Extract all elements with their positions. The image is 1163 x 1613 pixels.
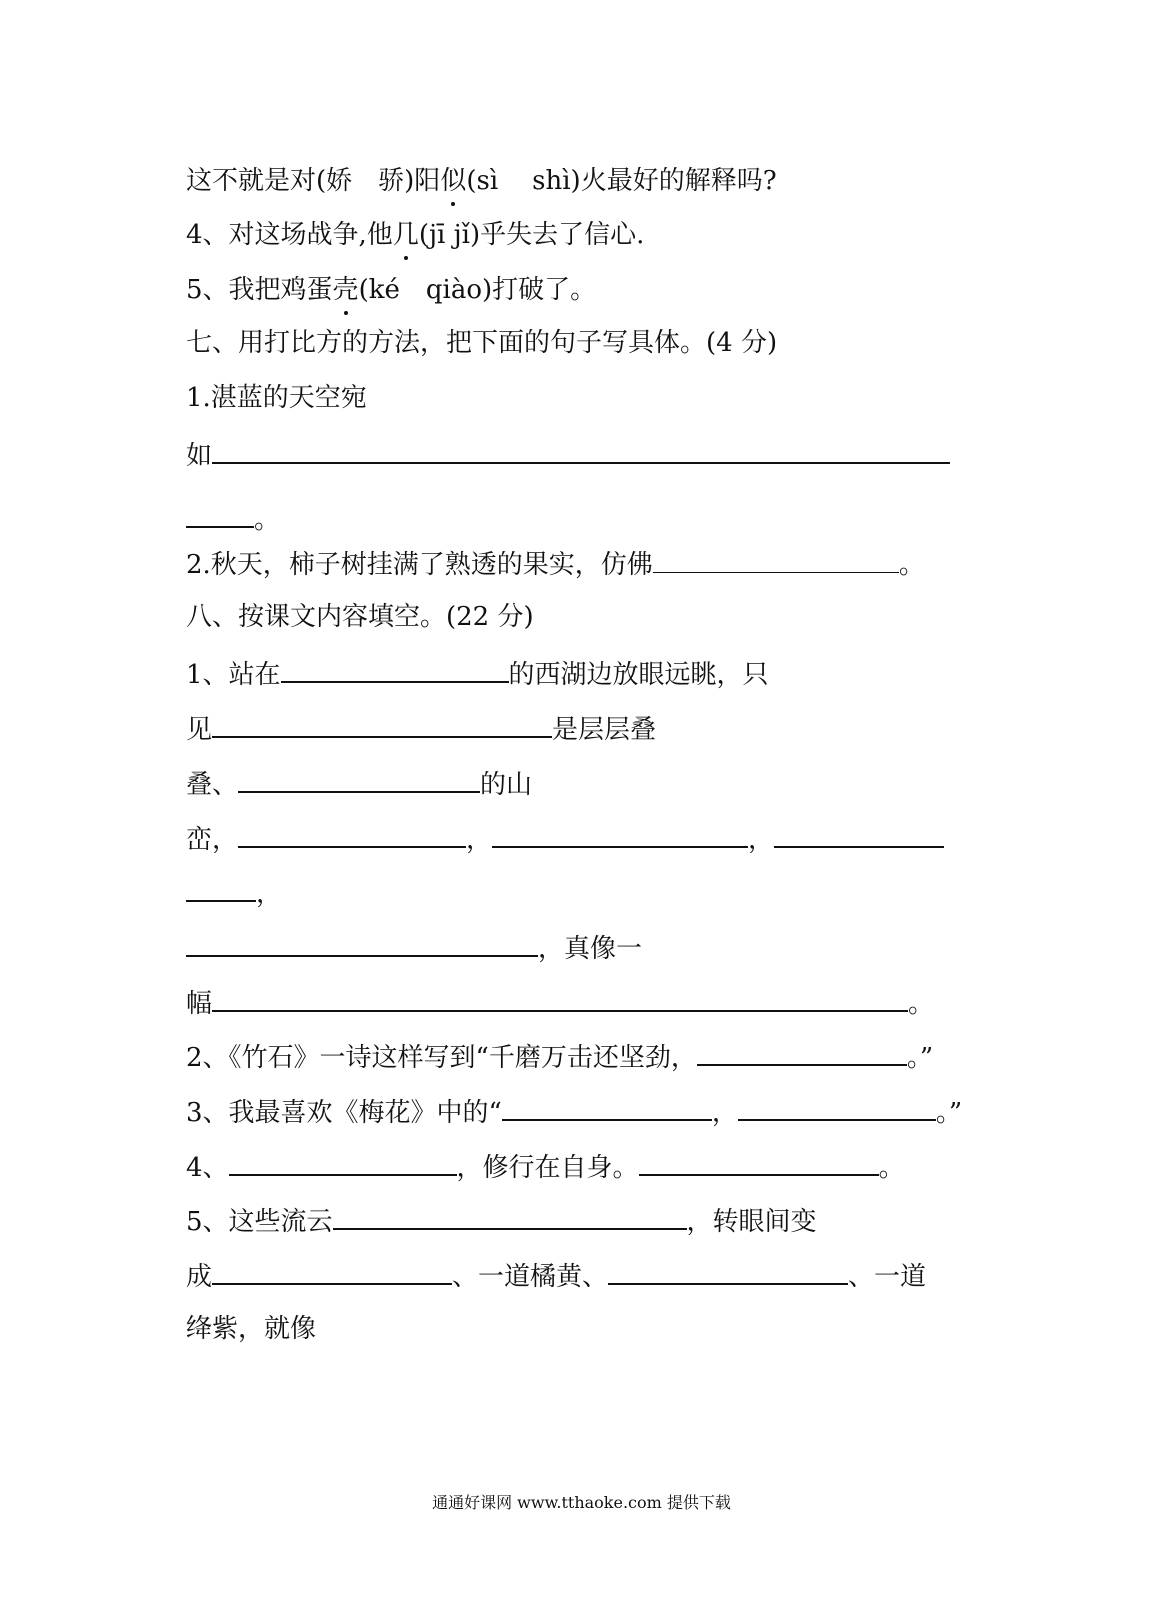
- q8-i1-g: 峦，: [186, 825, 239, 855]
- q8-i1-f: 的山: [480, 770, 533, 800]
- q7-item1-answer-line-2: [186, 500, 280, 534]
- q7-item2-blank[interactable]: [653, 546, 899, 573]
- q8-i2-b: 。”: [906, 1043, 934, 1073]
- q8-i4-blank-2[interactable]: [639, 1148, 879, 1176]
- q6-line3-text-e: shì)火最好的解释吗?: [532, 166, 777, 196]
- q8-item5-line3: 绛紫，就像: [186, 1314, 317, 1344]
- q8-i1-comma-2: ，: [748, 825, 775, 855]
- q8-i1-blank-3[interactable]: [238, 765, 480, 793]
- q8-i5-blank-3[interactable]: [608, 1257, 848, 1285]
- q8-i1-period: 。: [908, 989, 935, 1019]
- q7-item1-answer-line: [186, 436, 950, 470]
- q8-i3-comma: ，: [711, 1098, 738, 1128]
- q8-title: 八、按课文内容填空。(22 分): [186, 602, 534, 632]
- q8-i1-blank-2[interactable]: [212, 710, 552, 738]
- q6-line4-text-a: 4、对这场战争,他: [186, 220, 393, 250]
- q8-item1-line1: [186, 655, 769, 689]
- q6-line-3: [186, 164, 777, 198]
- q8-i4-blank-1[interactable]: [229, 1148, 457, 1176]
- q8-item3: [186, 1093, 962, 1127]
- q8-i1-blank-1[interactable]: [281, 655, 509, 683]
- q7-item2-end: 。: [898, 550, 925, 580]
- q8-i2-a: 2、《竹石》一诗这样写到“千磨万击还坚劲，: [186, 1043, 697, 1073]
- q8-i5-blank-1[interactable]: [333, 1202, 687, 1230]
- q8-i1-h: ，真像一: [538, 934, 643, 964]
- q8-i1-blank-9[interactable]: [212, 984, 908, 1012]
- q8-item1-line6: [186, 929, 642, 963]
- q8-item1-line7: [186, 984, 934, 1018]
- q6-line3-text-b: 骄)阳: [378, 166, 441, 196]
- q6-line5-text-d: qiào)打破了。: [425, 275, 597, 305]
- q8-i5-d: 、一道橘黄、: [452, 1262, 609, 1292]
- q8-i4-a: 4、: [186, 1153, 229, 1183]
- q8-item5-line2: [186, 1257, 926, 1291]
- q8-i1-comma-1: ，: [466, 825, 493, 855]
- q8-item1-line3: [186, 765, 532, 799]
- q8-i5-blank-2[interactable]: [212, 1257, 452, 1285]
- q8-i2-blank[interactable]: [697, 1038, 907, 1066]
- q8-item4: [186, 1148, 905, 1182]
- q8-i1-blank-7[interactable]: [186, 874, 256, 902]
- q8-i1-blank-4[interactable]: [238, 820, 466, 848]
- q8-i4-c: 。: [878, 1153, 905, 1183]
- q7-item1-blank-2[interactable]: [186, 500, 254, 528]
- q7-item1-end: 。: [254, 505, 281, 535]
- q6-line4-dotted-char: 几: [392, 220, 419, 250]
- q8-i1-blank-6[interactable]: [774, 820, 944, 848]
- q8-i1-b: 的西湖边放眼远眺，只: [508, 660, 769, 690]
- q8-i5-a: 5、这些流云: [186, 1207, 333, 1237]
- q8-item2: [186, 1038, 933, 1072]
- q8-i4-b: ，修行在自身。: [456, 1153, 639, 1183]
- q8-i1-comma-3: ，: [256, 879, 283, 909]
- q8-item1-line4: [186, 820, 944, 854]
- q8-i3-blank-2[interactable]: [738, 1093, 936, 1121]
- q8-i5-c: 成: [186, 1262, 213, 1292]
- page-footer: 通通好课网 www.tthaoke.com 提供下载: [432, 1493, 731, 1512]
- q8-i1-i: 幅: [186, 989, 213, 1019]
- q6-line5-dotted-char: 壳: [332, 275, 359, 305]
- q6-line3-text-a: 这不就是对(娇: [186, 166, 353, 196]
- q8-i1-d: 是层层叠: [552, 715, 657, 745]
- q6-line3-dotted-char: 似: [440, 166, 467, 196]
- q6-line5-text-a: 5、我把鸡蛋: [186, 275, 333, 305]
- q6-line-5: [186, 273, 596, 307]
- q8-i3-b: 。”: [935, 1098, 963, 1128]
- q8-i3-blank-1[interactable]: [502, 1093, 712, 1121]
- q6-line3-text-d: (sì: [466, 166, 499, 196]
- q7-item2: [186, 546, 925, 580]
- q8-item1-line5: [186, 874, 282, 908]
- q8-i5-e: 、一道: [848, 1262, 927, 1292]
- q8-i1-blank-5[interactable]: [492, 820, 748, 848]
- q6-line-4: [186, 218, 644, 252]
- q7-item2-text: 2.秋天，柿子树挂满了熟透的果实，仿佛: [186, 550, 653, 580]
- q7-item1-prefix: 如: [186, 441, 213, 471]
- q6-line4-text-c: (jī jǐ)乎失去了信心.: [418, 220, 645, 250]
- q8-i1-e: 叠、: [186, 770, 239, 800]
- q8-i3-a: 3、我最喜欢《梅花》中的“: [186, 1098, 502, 1128]
- q8-item1-line2: [186, 710, 656, 744]
- q8-i1-blank-8[interactable]: [186, 929, 538, 957]
- q8-i1-c: 见: [186, 715, 213, 745]
- q8-item5-line1: [186, 1202, 817, 1236]
- q8-i1-a: 1、站在: [186, 660, 281, 690]
- q8-i5-b: ，转眼间变: [686, 1207, 817, 1237]
- q6-line5-text-c: (ké: [358, 275, 400, 305]
- q7-item1: 1.湛蓝的天空宛: [186, 383, 367, 413]
- q7-item1-blank-1[interactable]: [212, 436, 950, 464]
- q7-title: 七、用打比方的方法，把下面的句子写具体。(4 分): [186, 328, 778, 358]
